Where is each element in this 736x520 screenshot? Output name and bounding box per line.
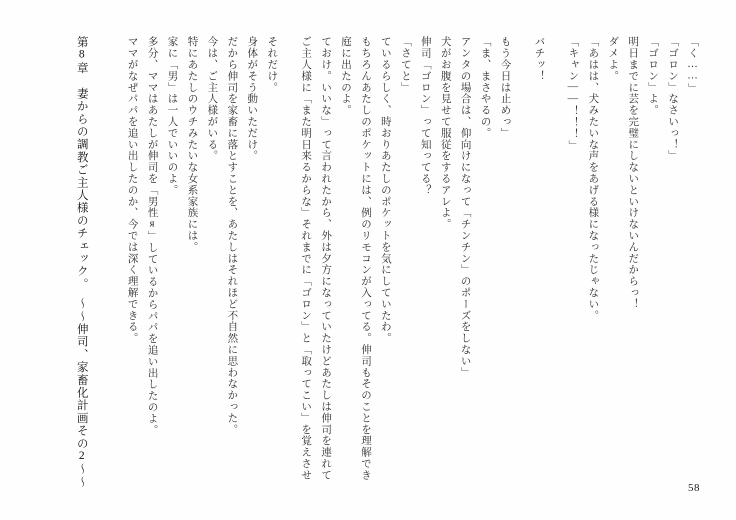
text-column: 「く……」 — [687, 36, 698, 94]
text-column: 「さてと」 — [399, 36, 411, 93]
text-column: 「あはは、犬みたいな声をあげる様になったじゃない。 — [587, 36, 599, 321]
page-number: 58 — [688, 482, 700, 494]
chapter-heading: 第8章 妻からの調教ご主人様のチェック。 〜〜伸司、家畜化計画その2〜〜 — [75, 36, 88, 489]
text-column: 庭に出たのよ。 — [340, 36, 351, 116]
text-column: 今は、ご主人様がいる。 — [206, 36, 218, 162]
text-column: ているらしく、時おりあたしのポケットを気にしていたわ。 — [379, 36, 391, 344]
text-column: 「キャン――！！！」 — [567, 36, 579, 151]
text-column: 伸司「ゴロン」って知ってる？ — [419, 36, 431, 196]
text-column: もちろんあたしのポケットには、例のリモコンが入ってる。伸司もそのことを理解でき — [359, 36, 371, 481]
text-column: もう今日は止めっ」 — [499, 36, 511, 139]
text-column: 「ゴロン」なさいっ！」 — [667, 36, 679, 162]
text-column: アンタの場合は、仰向けになって「チンチン」のポーズをしない」 — [459, 36, 471, 378]
text-column: だから伸司を家畜に落とすことを、あたしはそれほど不自然に思わなかった。 — [226, 36, 238, 435]
text-column: バチッ！ — [533, 36, 545, 82]
text-column: 「ま、まさやるの。 — [479, 36, 491, 139]
text-column: ておけ。いいな」って言われたから、外は夕方になっていたけどあたしは伸司を連れて — [320, 36, 332, 481]
text-column: 家に「男」は一人でいいのよ。 — [166, 36, 178, 196]
text-column: 特にあたしのウチみたいな女系家族には。 — [186, 36, 198, 253]
text-column: ママがなぜパパを追い出したのか、今では深く理解できる。 — [126, 36, 138, 344]
text-column: ご主人様に「また明日来るからな」それまでに「ゴロン」と「取ってこい」を覚えさせ — [300, 36, 312, 481]
text-column: 犬がお腹を見せて服従をするアレよ。 — [439, 36, 451, 230]
text-column: それだけ。 — [266, 36, 278, 93]
text-column: ダメよ。 — [607, 36, 619, 82]
text-column: 明日までに芸を完璧にしないといけないんだからっ！ — [627, 36, 639, 310]
text-column: 身体がそう動いただけ。 — [246, 36, 258, 162]
text-column: 「ゴロン」よ。 — [647, 36, 659, 116]
text-column: 多分、ママはあたしが伸司を「男性я」しているからパパを追い出したのよ。 — [146, 36, 158, 436]
